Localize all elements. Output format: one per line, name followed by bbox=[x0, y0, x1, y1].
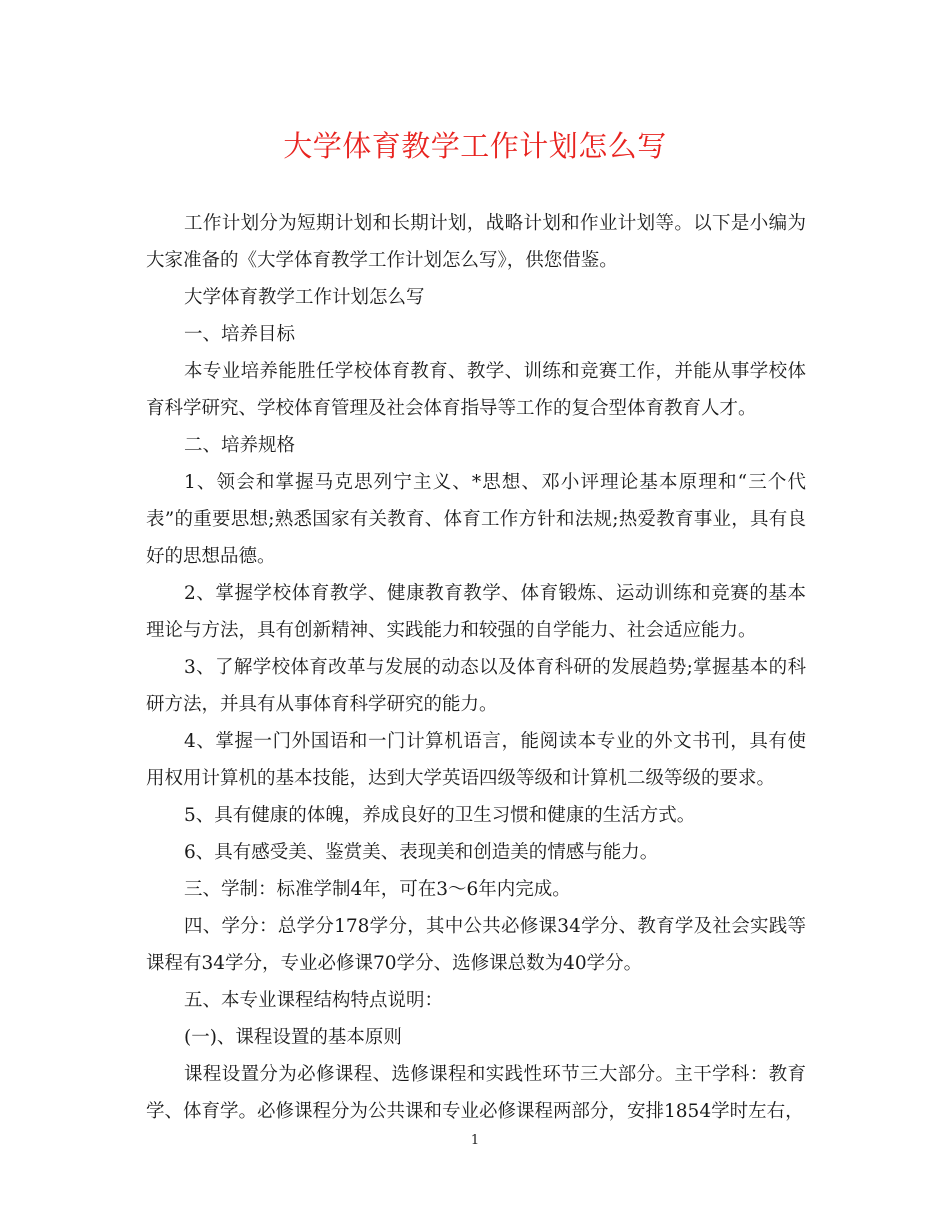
spec-item-3: 3、了解学校体育改革与发展的动态以及体育科研的发展趋势;掌握基本的科研方法，并具有从事体育科学研究的能力。 bbox=[146, 657, 806, 715]
page-number: 1 bbox=[470, 1133, 480, 1148]
spec-item-6: 6、具有感受美、鉴赏美、表现美和创造美的情感与能力。 bbox=[184, 842, 659, 863]
paragraph-course-principles: 课程设置分为必修课程、选修课程和实践性环节三大部分。主干学科：教育学、体育学。必修课程分为公共课和专业必修课程两部分，安排1854学时左右， bbox=[146, 1064, 806, 1122]
heading-course-structure: 五、本专业课程结构特点说明： bbox=[184, 990, 444, 1011]
document-body bbox=[146, 205, 806, 1130]
spec-item-1: 1、领会和掌握马克思列宁主义、*思想、邓小评理论基本原理和“三个代表”的重要思想;熟悉国家有关教育、体育工作方针和法规;热爱教育事业，具有良好的思想品德。 bbox=[146, 472, 806, 567]
paragraph-training-goal: 本专业培养能胜任学校体育教育、教学、训练和竞赛工作，并能从事学校体育科学研究、学校体育管理及社会体育指导等工作的复合型体育教育人才。 bbox=[146, 361, 806, 419]
spec-item-5: 5、具有健康的体魄，养成良好的卫生习惯和健康的生活方式。 bbox=[184, 805, 696, 826]
spec-item-4: 4、掌握一门外国语和一门计算机语言，能阅读本专业的外文书刊，具有使用权用计算机的基本技能，达到大学英语四级等级和计算机二级等级的要求。 bbox=[146, 731, 806, 789]
heading-training-goal: 一、培养目标 bbox=[184, 324, 296, 345]
paragraph-credits: 四、学分：总学分178学分，其中公共必修课34学分、教育学及社会实践等课程有34学分，专业必修课70学分、选修课总数为40学分。 bbox=[146, 916, 806, 974]
paragraph-duration: 三、学制：标准学制4年，可在3～6年内完成。 bbox=[184, 879, 571, 900]
paragraph-subtitle: 大学体育教学工作计划怎么写 bbox=[184, 287, 425, 308]
document-title: 大学体育教学工作计划怎么写 bbox=[283, 129, 667, 163]
spec-item-2: 2、掌握学校体育教学、健康教育教学、体育锻炼、运动训练和竞赛的基本理论与方法，具有创新精神、实践能力和较强的自学能力、社会适应能力。 bbox=[146, 583, 806, 641]
heading-training-spec: 二、培养规格 bbox=[184, 435, 296, 456]
heading-course-principles: (一)、课程设置的基本原则 bbox=[184, 1027, 402, 1048]
paragraph-intro: 工作计划分为短期计划和长期计划，战略计划和作业计划等。以下是小编为大家准备的《大学体育教学工作计划怎么写》，供您借鉴。 bbox=[146, 213, 806, 271]
